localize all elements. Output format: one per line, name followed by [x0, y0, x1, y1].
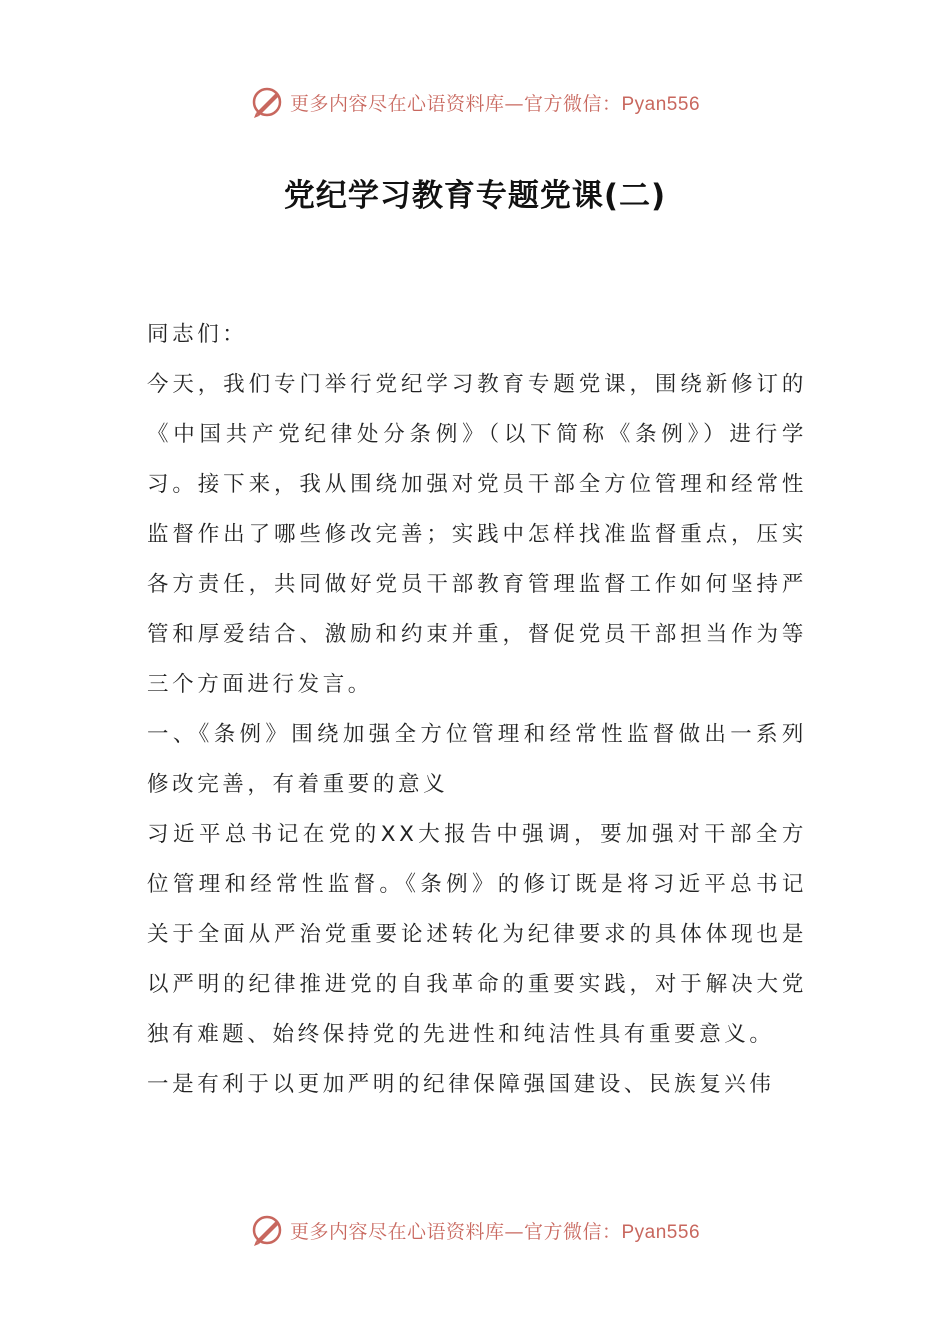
footer-wechat-id: Pyan556 [621, 1221, 701, 1243]
header-wechat-id: Pyan556 [621, 93, 701, 115]
footer-banner [0, 1210, 950, 1250]
pen-logo-icon [250, 85, 284, 119]
header-banner-text [290, 89, 700, 116]
pen-logo-icon [250, 1213, 284, 1247]
header-banner-label: 更多内容尽在心语资料库—官方微信： [289, 92, 622, 115]
footer-banner-text [290, 1217, 700, 1244]
document-body [147, 310, 807, 1110]
paragraph-point-1: 一是有利于以更加严明的纪律保障强国建设、民族复兴伟 [147, 1072, 775, 1097]
paragraph-intro: 今天，我们专门举行党纪学习教育专题党课，围绕新修订的《中国共产党纪律处分条例》（以下简称《条例》）进行学习。接下来，我从围绕加强对党员干部全方位管理和经常性监督作出了哪些修改完善；实践中怎样找准监督重点，压实各方责任，共同做好党员干部教育管理监督工作如何坚持严管和厚爱结合、激励和约束并重，督促党员干部担当作为等三个方面进行发言。 [147, 372, 807, 697]
section-heading-1: 一、《条例》围绕加强全方位管理和经常性监督做出一系列修改完善，有着重要的意义 [147, 722, 807, 797]
paragraph-section-1: 习近平总书记在党的XX大报告中强调，要加强对干部全方位管理和经常性监督。《条例》的修订既是将习近平总书记关于全面从严治党重要论述转化为纪律要求的具体体现也是以严明的纪律推进党的自我革命的重要实践，对于解决大党独有难题、始终保持党的先进性和纯洁性具有重要意义。 [147, 822, 807, 1047]
document-title: 党纪学习教育专题党课(二) [283, 178, 667, 214]
footer-banner-label: 更多内容尽在心语资料库—官方微信： [289, 1220, 622, 1243]
paragraph-greeting: 同志们： [147, 322, 248, 347]
header-banner [0, 82, 950, 122]
